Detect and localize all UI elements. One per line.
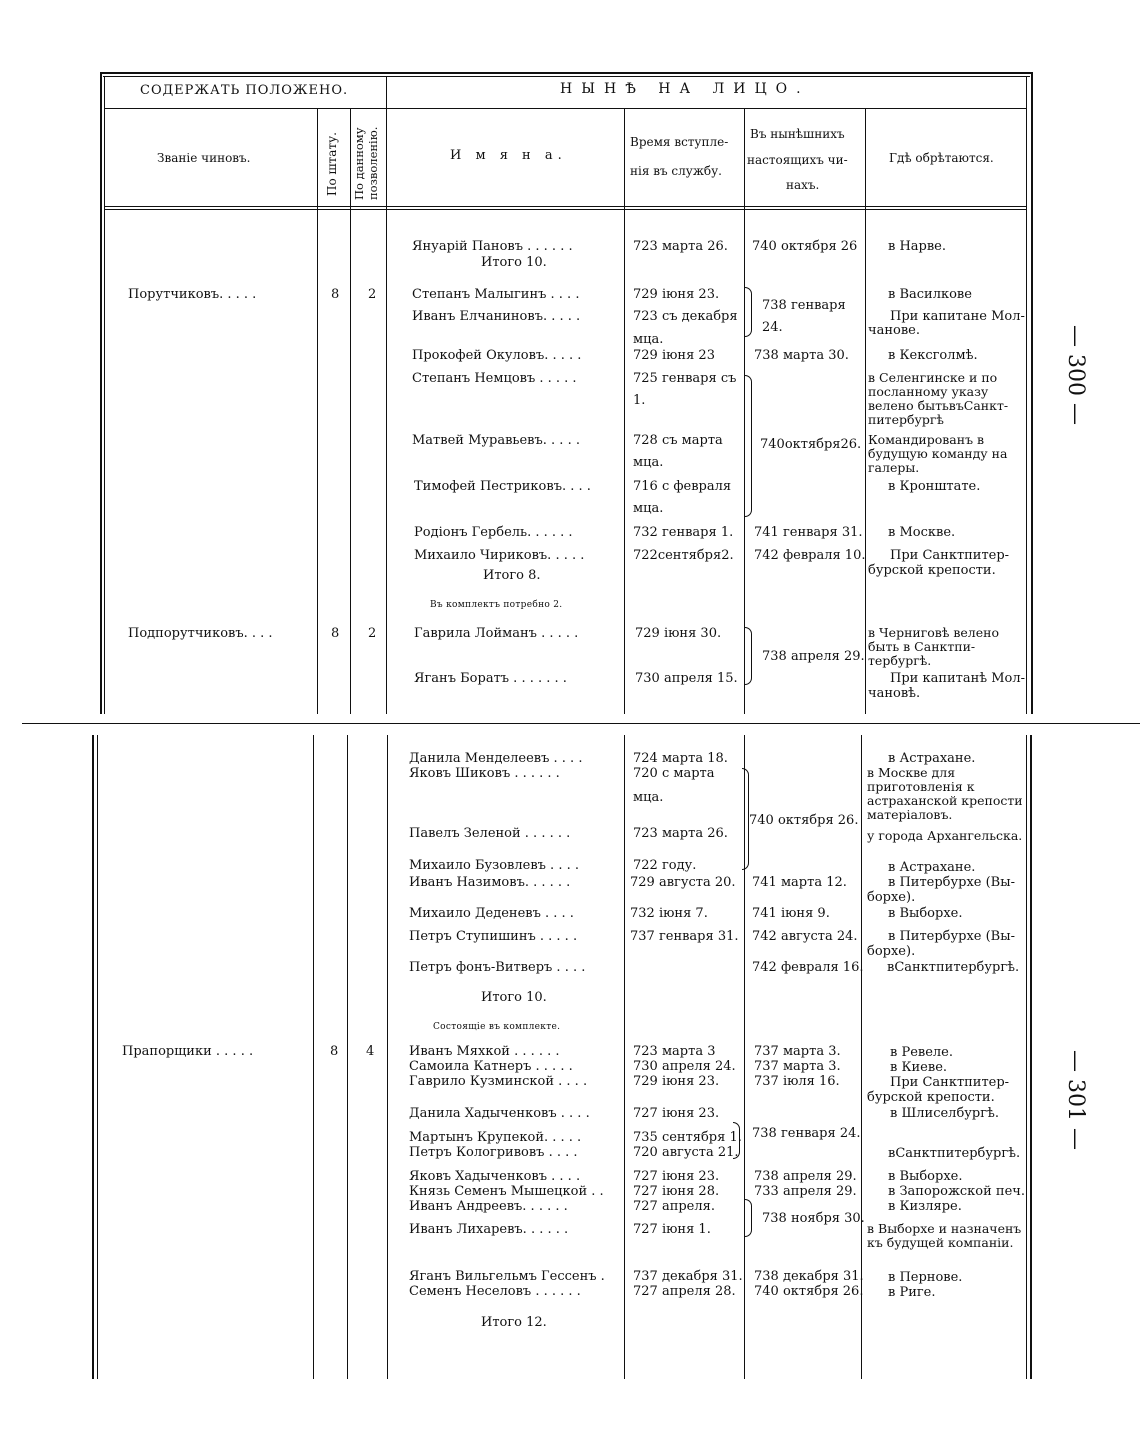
- row-entry: 732 іюня 7.: [630, 906, 708, 921]
- row-where: вСанктпитербургѣ.: [888, 1146, 1021, 1161]
- row-where: в Кексголмѣ.: [888, 348, 978, 363]
- table-row: Данила Хадыченковъ . . . .: [409, 1106, 590, 1121]
- page-separator: [22, 723, 1140, 724]
- rank-label-lieutenants: Порутчиковъ. . . . .: [128, 287, 257, 302]
- row-entry-cont: мца.: [633, 332, 664, 347]
- row-where-cont: борхе).: [867, 944, 916, 959]
- table-row: Иванъ Лихаревъ. . . . . .: [409, 1222, 569, 1237]
- table-row: Петръ Ступишинъ . . . . .: [409, 929, 578, 944]
- row-where: в Киеве.: [890, 1060, 948, 1075]
- row-where: в Питербурхе (Вы-: [888, 875, 1015, 890]
- top-table-border-inner: [103, 76, 1030, 77]
- subtotal: Итого 10.: [481, 255, 547, 270]
- row-where: в Астрахане.: [888, 751, 976, 766]
- row-entry: 730 апреля 24.: [633, 1059, 736, 1074]
- subtotal: Итого 12.: [481, 1315, 547, 1330]
- rank-decree-sublieutenants: 2: [368, 626, 377, 641]
- bottom-table-left-border: [92, 735, 94, 1379]
- subtotal: Итого 8.: [483, 568, 541, 583]
- row-entry: 727 іюня 1.: [633, 1222, 711, 1237]
- row-entry: 723 марта 26.: [633, 239, 728, 254]
- bottom-col-divider-decree: [347, 735, 348, 1379]
- row-rank: 741 марта 12.: [752, 875, 847, 890]
- row-entry: 720 с марта: [633, 766, 715, 781]
- table-row: Яковъ Шиковъ . . . . . .: [409, 766, 560, 781]
- group-brace: [733, 1122, 740, 1159]
- row-entry: 724 марта 18.: [633, 751, 728, 766]
- col-header-where: Гдѣ обрѣтаются.: [889, 151, 994, 165]
- rank-label-ensigns: Прапорщики . . . . .: [122, 1044, 254, 1059]
- row-where: Командированъ в будущую команду на галеры.: [868, 432, 1008, 475]
- complement-note: Въ комплектъ потребно 2.: [430, 600, 563, 610]
- row-where: в Выборхе и назначенъ къ будущей компаніи.: [867, 1221, 1022, 1250]
- table-row: Прокофей Окуловъ. . . . .: [412, 348, 582, 363]
- table-row: Яганъ Вильгельмъ Гессенъ .: [409, 1269, 605, 1284]
- row-entry: 728 съ марта: [633, 433, 723, 448]
- row-where: в Москве.: [888, 525, 956, 540]
- group-brace: [745, 1199, 752, 1237]
- row-where: в Выборхе.: [888, 1169, 963, 1184]
- row-entry: 730 апреля 15.: [635, 671, 738, 686]
- row-where: При капитанѣ Мол-: [890, 671, 1026, 686]
- row-where: в Москве для приготовленія к астраханской крепости матеріаловъ.: [867, 765, 1023, 822]
- table-row: Данила Менделеевъ . . . .: [409, 751, 583, 766]
- row-where: у города Архангельска.: [867, 828, 1023, 843]
- group-rank-b2: 738 генваря 24.: [752, 1126, 861, 1141]
- table-row: Мартынъ Крупекой. . . . .: [409, 1130, 582, 1145]
- col-divider-decree: [350, 108, 351, 714]
- group-brace: [742, 768, 749, 870]
- row-where: вСанктпитербургѣ.: [887, 960, 1020, 975]
- row-rank: 737 іюля 16.: [754, 1074, 840, 1089]
- table-row: Семенъ Неселовъ . . . . . .: [409, 1284, 581, 1299]
- row-rank: 738 марта 30.: [754, 348, 849, 363]
- row-where: в Риге.: [888, 1285, 936, 1300]
- group-rank-1b: 24.: [762, 320, 783, 335]
- table-row: Януарій Пановъ . . . . . .: [412, 239, 573, 254]
- complement-note: Состоящіе въ комплекте.: [433, 1022, 561, 1032]
- table-row: Степанъ Немцовъ . . . . .: [412, 371, 577, 386]
- row-where: в Кизляре.: [888, 1199, 962, 1214]
- row-entry: 735 сентября 1.: [633, 1130, 742, 1145]
- row-rank: 733 апреля 29.: [754, 1184, 857, 1199]
- row-entry: 727 апреля 28.: [633, 1284, 736, 1299]
- table-row: Михаило Бузовлевъ . . . .: [409, 858, 579, 873]
- col-header-entry-2: нія въ службу.: [630, 164, 722, 178]
- row-entry: 737 декабря 31.: [633, 1269, 743, 1284]
- top-header-divider: [104, 108, 1026, 109]
- table-row: Степанъ Малыгинъ . . . .: [412, 287, 580, 302]
- row-where: в Питербурхе (Вы-: [888, 929, 1015, 944]
- row-where: в Нарве.: [888, 239, 947, 254]
- row-rank: 742 февраля 16.: [752, 960, 864, 975]
- group-brace: [745, 375, 752, 517]
- table-row: Иванъ Андреевъ. . . . . .: [409, 1199, 568, 1214]
- row-rank: 737 марта 3.: [754, 1044, 841, 1059]
- rank-staff-lieutenants: 8: [331, 287, 340, 302]
- table-row: Тимофей Пестриковъ. . . .: [414, 479, 591, 494]
- table-row: Петръ фонъ-Витверъ . . . .: [409, 960, 586, 975]
- group-rank-2: 740октября26.: [760, 437, 862, 452]
- row-entry: 729 іюня 23.: [633, 1074, 720, 1089]
- row-entry: 732 генваря 1.: [633, 525, 734, 540]
- table-row: Иванъ Мяхкой . . . . . .: [409, 1044, 560, 1059]
- row-where: в Селенгинске и по посланному указу велено бытьвъСанкт-питербургѣ: [868, 370, 1009, 427]
- table-row: Гаврила Лойманъ . . . . .: [414, 626, 579, 641]
- row-where: в Астрахане.: [888, 860, 976, 875]
- row-where: При Санктпитер-: [890, 548, 1010, 563]
- row-entry: 729 іюня 23.: [633, 287, 720, 302]
- row-where-cont: чанове.: [868, 323, 920, 338]
- group-rank-3: 738 апреля 29.: [762, 649, 865, 664]
- row-entry: 727 іюня 23.: [633, 1169, 720, 1184]
- row-entry-cont: 1.: [633, 393, 646, 408]
- col-header-ranks-2: настоящихъ чи-: [747, 153, 848, 167]
- col-header-ranks-3: нахъ.: [786, 178, 820, 192]
- bottom-col-divider-names: [387, 735, 388, 1379]
- row-entry: 727 апреля.: [633, 1199, 715, 1214]
- table-row: Павелъ Зеленой . . . . . .: [409, 826, 571, 841]
- col-header-staff: По штату.: [325, 132, 339, 196]
- row-entry: 727 іюня 23.: [633, 1106, 720, 1121]
- page-number-top: — 300 —: [1063, 325, 1088, 425]
- row-entry: 720 августа 21.: [633, 1145, 739, 1160]
- table-row: Гаврило Кузминской . . . .: [409, 1074, 588, 1089]
- group-brace: [745, 627, 752, 685]
- rank-staff-sublieutenants: 8: [331, 626, 340, 641]
- top-table-left-border: [100, 72, 102, 714]
- page-number-bottom: — 301 —: [1063, 1050, 1088, 1150]
- table-row: Петръ Кологривовъ . . . .: [409, 1145, 578, 1160]
- row-entry: 737 генваря 31.: [630, 929, 739, 944]
- row-entry: 725 генваря съ: [633, 371, 737, 386]
- table-row: Матвей Муравьевъ. . . . .: [412, 433, 580, 448]
- row-entry: 722сентября2.: [633, 548, 734, 563]
- row-rank: 737 марта 3.: [754, 1059, 841, 1074]
- rank-staff-ensigns: 8: [330, 1044, 339, 1059]
- col-divider-entry: [624, 108, 625, 714]
- table-row: Михаило Чириковъ. . . . .: [414, 548, 585, 563]
- bottom-col-divider-staff: [313, 735, 314, 1379]
- col-divider-where: [865, 108, 866, 714]
- col-header-decree: По данному позволенію.: [352, 126, 380, 200]
- col-header-decree-1: [352, 112, 380, 200]
- row-entry: 723 марта 26.: [633, 826, 728, 841]
- bottom-col-divider-entry: [624, 735, 625, 1379]
- top-header-bottom-2: [104, 209, 1026, 210]
- group-brace: [745, 287, 752, 337]
- subtotal: Итого 10.: [481, 990, 547, 1005]
- row-entry-cont: мца.: [633, 501, 664, 516]
- row-where: в Шлиселбургѣ.: [890, 1106, 1000, 1121]
- row-entry: 729 августа 20.: [630, 875, 736, 890]
- group-rank-1a: 738 генваря: [762, 298, 846, 313]
- rank-decree-ensigns: 4: [366, 1044, 375, 1059]
- row-where-cont: бурской крепости.: [867, 1090, 995, 1105]
- row-rank: 740 октября 26: [752, 239, 858, 254]
- col-divider-staff: [317, 108, 318, 714]
- top-table-right-border: [1031, 72, 1033, 714]
- rank-label-sublieutenants: Подпорутчиковъ. . . .: [128, 626, 273, 641]
- table-row: Иванъ Елчаниновъ. . . . .: [412, 309, 581, 324]
- bottom-table-left-border-inner: [97, 735, 98, 1379]
- row-where: в Черниговѣ велено быть в Санктпи-тербургѣ.: [868, 625, 999, 668]
- row-where: в Ревеле.: [890, 1045, 953, 1060]
- col-header-names: И м я н а.: [450, 148, 567, 163]
- row-entry-cont: мца.: [633, 455, 664, 470]
- row-where: в Выборхе.: [888, 906, 963, 921]
- row-where: в Запорожской печ.: [888, 1184, 1026, 1199]
- row-where: в Пернове.: [888, 1270, 963, 1285]
- row-where: в Кронштате.: [888, 479, 981, 494]
- row-where-cont: бурской крепости.: [868, 563, 996, 578]
- group-rank-b3: 738 ноября 30.: [762, 1211, 865, 1226]
- group-rank-b1: 740 октября 26.: [749, 813, 859, 828]
- table-row: Самоила Катнеръ . . . . .: [409, 1059, 573, 1074]
- col-header-entry-1: Время вступле-: [630, 135, 729, 149]
- row-rank: 742 февраля 10.: [754, 548, 866, 563]
- row-entry: 723 марта 3: [633, 1044, 716, 1059]
- table-row: Князь Семенъ Мышецкой . .: [409, 1184, 604, 1199]
- row-rank: 738 декабря 31.: [754, 1269, 864, 1284]
- row-where-cont: чановѣ.: [868, 686, 921, 701]
- left-header-title: СОДЕРЖАТЬ ПОЛОЖЕНО.: [140, 83, 349, 98]
- row-entry: 729 іюня 30.: [635, 626, 722, 641]
- top-table-right-border-inner: [1026, 76, 1027, 714]
- row-where: При Санктпитер-: [890, 1075, 1010, 1090]
- row-where-cont: борхе).: [867, 890, 916, 905]
- row-entry-cont: мца.: [633, 790, 664, 805]
- top-header-bottom: [104, 206, 1026, 207]
- row-where: в Василкове: [888, 287, 972, 302]
- table-row: Яковъ Хадыченковъ . . . .: [409, 1169, 581, 1184]
- col-header-rank: Званіе чиновъ.: [157, 151, 251, 165]
- row-entry: 723 съ декабря: [633, 309, 738, 324]
- top-table-border: [100, 72, 1033, 74]
- col-header-ranks-1: Въ нынѣшнихъ: [750, 127, 845, 141]
- row-entry: 716 с февраля: [633, 479, 732, 494]
- table-row: Михаило Деденевъ . . . .: [409, 906, 574, 921]
- bottom-table-right-border-inner: [1026, 735, 1027, 1379]
- table-row: Иванъ Назимовъ. . . . . .: [409, 875, 571, 890]
- row-rank: 740 октября 26.: [754, 1284, 864, 1299]
- row-entry: 729 іюня 23: [633, 348, 715, 363]
- row-rank: 741 іюня 9.: [752, 906, 830, 921]
- table-row: Родіонъ Гербель. . . . . .: [414, 525, 573, 540]
- row-rank: 742 августа 24.: [752, 929, 858, 944]
- row-where: При капитане Мол-: [890, 309, 1025, 324]
- table-row: Яганъ Боратъ . . . . . . .: [414, 671, 567, 686]
- bottom-table-right-border: [1030, 735, 1032, 1379]
- rank-decree-lieutenants: 2: [368, 287, 377, 302]
- row-rank: 741 генваря 31.: [754, 525, 863, 540]
- top-table-left-border-inner: [104, 76, 105, 714]
- right-header-title: НЫНѢ НА ЛИЦО.: [560, 81, 810, 97]
- row-entry: 727 іюня 28.: [633, 1184, 720, 1199]
- row-rank: 738 апреля 29.: [754, 1169, 857, 1184]
- row-entry: 722 году.: [633, 858, 697, 873]
- col-divider-names: [386, 76, 387, 714]
